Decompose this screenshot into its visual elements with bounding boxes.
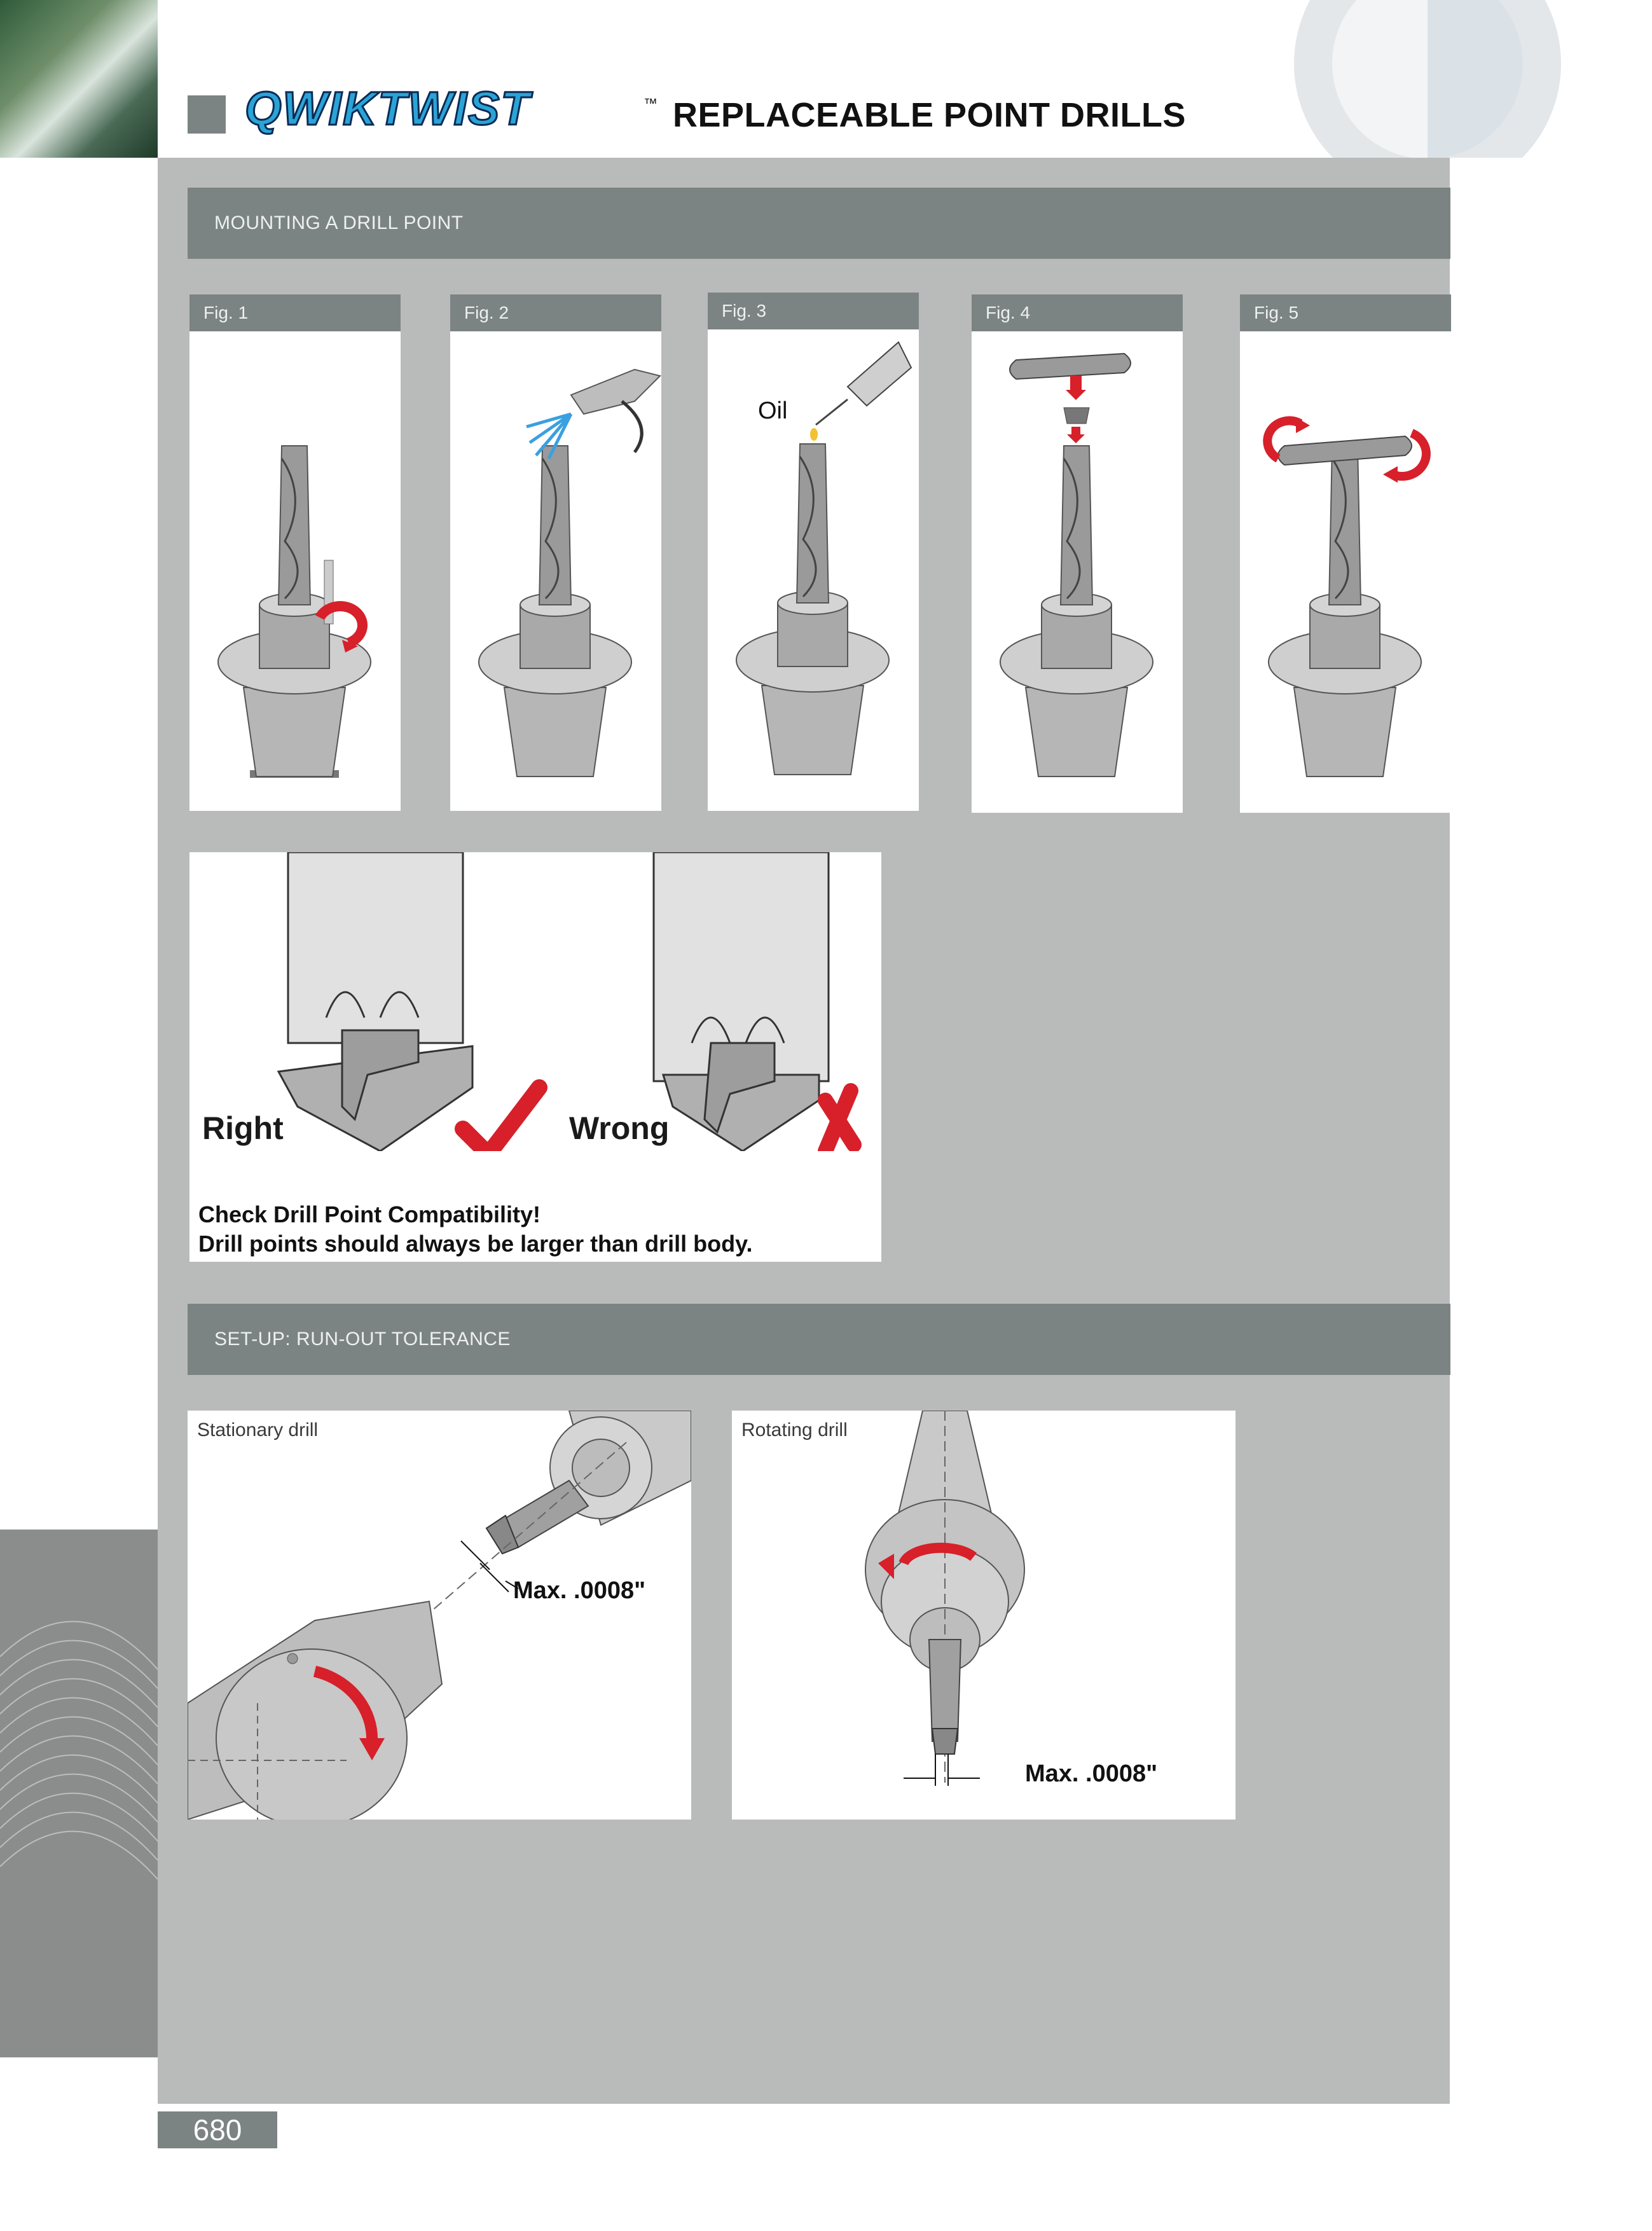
stationary-drill-illustration [188, 1411, 691, 1820]
header-square [188, 95, 226, 134]
page-number: 680 [158, 2111, 277, 2148]
check-icon [463, 1088, 539, 1151]
stationary-max-label: Max. .0008" [513, 1577, 646, 1604]
oil-annotation: Oil [758, 397, 788, 424]
fig-4-drill-illustration [972, 331, 1183, 813]
cross-icon [825, 1091, 854, 1151]
wrong-label: Wrong [569, 1110, 670, 1146]
section-mounting: MOUNTING A DRILL POINT [188, 188, 1450, 259]
decorative-waves [0, 1530, 158, 2057]
fig-3-label: Fig. 3 [708, 293, 919, 329]
rotating-max-label: Max. .0008" [1025, 1760, 1158, 1787]
fig-2-label: Fig. 2 [450, 294, 661, 331]
section-setup: SET-UP: RUN-OUT TOLERANCE [188, 1304, 1450, 1375]
fig-3-drill-illustration [708, 329, 919, 811]
fig-4-label: Fig. 4 [972, 294, 1183, 331]
right-label: Right [202, 1110, 284, 1146]
compatibility-line-1: Check Drill Point Compatibility! [198, 1201, 541, 1227]
header-photo [0, 0, 158, 158]
fig-2-drill-illustration [450, 331, 661, 811]
fig-5-drill-illustration [1240, 331, 1451, 813]
stationary-drill-label: Stationary drill [197, 1419, 319, 1440]
fig-1-label: Fig. 1 [189, 294, 401, 331]
brand-logo: QWIKTWIST [245, 82, 531, 135]
rotating-drill-illustration [732, 1411, 1236, 1820]
fig-5-label: Fig. 5 [1240, 294, 1451, 331]
compatibility-line-2: Drill points should always be larger than drill body. [198, 1231, 753, 1257]
page-title: REPLACEABLE POINT DRILLS [673, 96, 1187, 134]
rotating-drill-label: Rotating drill [741, 1419, 848, 1440]
decorative-circle [1291, 0, 1577, 158]
compatibility-illustration [189, 852, 881, 1151]
fig-1-drill-illustration [189, 331, 401, 811]
trademark: ™ [644, 95, 657, 111]
